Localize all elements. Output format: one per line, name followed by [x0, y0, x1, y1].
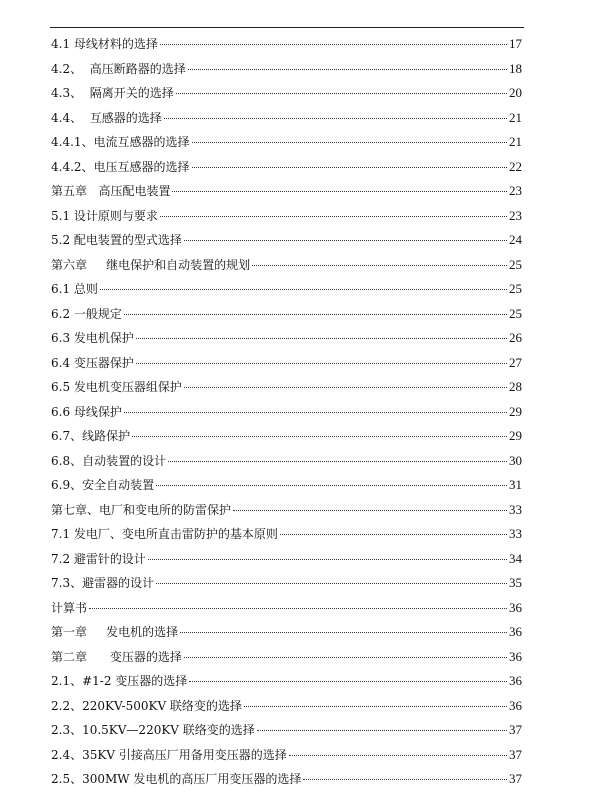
toc-entry-title: 第五章 高压配电装置	[51, 184, 171, 198]
toc-entry-page-number: 25	[509, 305, 522, 321]
toc-dot-leader	[164, 117, 507, 119]
toc-entry[interactable]	[51, 155, 522, 180]
toc-entry-page-number: 25	[509, 281, 522, 296]
toc-entry-title: 第二章 变压器的选择	[51, 649, 182, 664]
toc-entry[interactable]	[51, 81, 522, 106]
toc-dot-leader	[180, 631, 507, 633]
header-rule	[50, 27, 524, 28]
toc-entry-page-number: 29	[509, 428, 522, 443]
toc-entry-title: 6.6 母线保护	[51, 404, 122, 419]
toc-entry-title: 6.1 总则	[51, 282, 98, 296]
toc-entry[interactable]	[51, 130, 522, 155]
toc-entry[interactable]	[51, 669, 522, 694]
toc-entry-page-number: 21	[509, 134, 522, 149]
toc-entry[interactable]	[51, 204, 522, 229]
toc-entry-title: 7.3、避雷器的设计	[51, 576, 155, 590]
toc-entry-title: 6.3 发电机保护	[51, 331, 134, 345]
toc-entry-title: 5.1 设计原则与要求	[51, 208, 158, 223]
toc-dot-leader	[189, 680, 507, 682]
toc-entry[interactable]	[51, 620, 522, 645]
toc-entry[interactable]	[51, 351, 522, 376]
toc-dot-leader	[156, 582, 507, 584]
toc-entry-page-number: 37	[509, 722, 522, 737]
toc-dot-leader	[184, 386, 507, 388]
toc-entry-page-number: 27	[509, 354, 522, 370]
toc-entry-page-number: 36	[509, 624, 522, 639]
toc-dot-leader	[303, 778, 507, 780]
toc-entry-title: 7.1 发电厂、变电所直击雷防护的基本原则	[51, 527, 278, 541]
toc-entry-page-number: 34	[509, 550, 522, 566]
toc-dot-leader	[160, 43, 507, 45]
toc-dot-leader	[233, 509, 507, 511]
toc-dot-leader	[188, 68, 507, 70]
toc-dot-leader	[168, 460, 507, 462]
toc-entry-page-number: 23	[509, 207, 522, 223]
toc-entry[interactable]	[51, 498, 522, 523]
toc-entry[interactable]	[51, 718, 522, 743]
toc-dot-leader	[184, 656, 507, 658]
toc-entry[interactable]	[51, 767, 522, 792]
toc-entry-page-number: 23	[509, 183, 522, 198]
toc-dot-leader	[289, 754, 507, 756]
toc-entry-page-number: 17	[509, 36, 522, 51]
toc-entry-title: 7.2 避雷针的设计	[51, 551, 146, 566]
toc-entry[interactable]	[51, 645, 522, 670]
toc-entry[interactable]	[51, 596, 522, 621]
toc-dot-leader	[257, 729, 507, 731]
toc-entry-title: 6.7、线路保护	[51, 429, 131, 443]
toc-entry-page-number: 22	[509, 158, 522, 174]
toc-entry[interactable]	[51, 375, 522, 400]
toc-dot-leader	[100, 288, 507, 290]
toc-entry-title: 4.1 母线材料的选择	[51, 37, 158, 51]
toc-entry[interactable]	[51, 228, 522, 253]
toc-entry-title: 6.8、自动装置的设计	[51, 453, 167, 468]
toc-dot-leader	[136, 337, 507, 339]
toc-dot-leader	[184, 239, 507, 241]
toc-entry[interactable]	[51, 424, 522, 449]
toc-dot-leader	[136, 362, 507, 364]
table-of-contents	[51, 32, 522, 792]
toc-entry[interactable]	[51, 302, 522, 327]
toc-dot-leader	[192, 141, 507, 143]
toc-entry-title: 6.9、安全自动装置	[51, 478, 155, 492]
toc-entry-page-number: 36	[509, 697, 522, 713]
toc-entry-page-number: 37	[509, 771, 522, 786]
toc-entry[interactable]	[51, 694, 522, 719]
toc-entry-title: 第六章 继电保护和自动装置的规划	[51, 257, 251, 272]
toc-entry[interactable]	[51, 32, 522, 57]
toc-entry-title: 4.4.2、电压互感器的选择	[51, 159, 190, 174]
toc-entry-page-number: 24	[509, 232, 522, 247]
toc-entry-title: 2.2、220KV-500KV 联络变的选择	[51, 698, 242, 713]
toc-dot-leader	[124, 313, 507, 315]
toc-entry-title: 4.3、 隔离开关的选择	[51, 86, 174, 100]
toc-dot-leader	[124, 411, 507, 413]
toc-entry[interactable]	[51, 179, 522, 204]
toc-entry-title: 6.5 发电机变压器组保护	[51, 380, 182, 394]
toc-entry-page-number: 18	[509, 60, 522, 76]
toc-entry-page-number: 26	[509, 330, 522, 345]
toc-entry-page-number: 29	[509, 403, 522, 419]
toc-entry-page-number: 25	[509, 256, 522, 272]
toc-entry-title: 计算书	[51, 600, 88, 615]
toc-entry-page-number: 36	[509, 648, 522, 664]
toc-entry[interactable]	[51, 400, 522, 425]
toc-dot-leader	[252, 264, 507, 266]
toc-entry[interactable]	[51, 449, 522, 474]
toc-entry-title: 6.4 变压器保护	[51, 355, 134, 370]
toc-entry-title: 4.2、 高压断路器的选择	[51, 61, 186, 76]
toc-dot-leader	[89, 607, 507, 609]
toc-entry-title: 5.2 配电装置的型式选择	[51, 233, 182, 247]
toc-dot-leader	[160, 215, 507, 217]
toc-entry[interactable]	[51, 277, 522, 302]
toc-entry[interactable]	[51, 57, 522, 82]
toc-entry-title: 4.4、 互感器的选择	[51, 110, 162, 125]
toc-entry-title: 2.3、10.5KV—220KV 联络变的选择	[51, 723, 255, 737]
toc-entry-page-number: 33	[509, 526, 522, 541]
toc-entry-title: 2.4、35KV 引接高压厂用备用变压器的选择	[51, 747, 287, 762]
toc-entry-page-number: 35	[509, 575, 522, 590]
toc-entry[interactable]	[51, 571, 522, 596]
toc-entry-page-number: 36	[509, 599, 522, 615]
toc-entry-title: 2.5、300MW 发电机的高压厂用变压器的选择	[51, 772, 302, 786]
toc-dot-leader	[172, 190, 507, 192]
toc-dot-leader	[244, 705, 507, 707]
toc-entry-page-number: 37	[509, 746, 522, 762]
toc-entry[interactable]	[51, 106, 522, 131]
toc-entry-page-number: 33	[509, 501, 522, 517]
toc-dot-leader	[148, 558, 507, 560]
toc-entry-title: 第七章、电厂和变电所的防雷保护	[51, 502, 232, 517]
toc-entry[interactable]	[51, 253, 522, 278]
toc-entry-title: 2.1、#1-2 变压器的选择	[51, 674, 188, 688]
toc-entry-page-number: 30	[509, 452, 522, 468]
toc-entry[interactable]	[51, 522, 522, 547]
toc-dot-leader	[192, 166, 507, 168]
toc-entry-page-number: 21	[509, 109, 522, 125]
toc-entry-page-number: 36	[509, 673, 522, 688]
toc-entry[interactable]	[51, 326, 522, 351]
toc-entry-title: 4.4.1、电流互感器的选择	[51, 135, 190, 149]
toc-dot-leader	[280, 533, 507, 535]
toc-entry-page-number: 20	[509, 85, 522, 100]
toc-entry-title: 第一章 发电机的选择	[51, 625, 179, 639]
toc-entry-page-number: 28	[509, 379, 522, 394]
toc-dot-leader	[132, 435, 507, 437]
toc-dot-leader	[156, 484, 507, 486]
toc-entry-page-number: 31	[509, 477, 522, 492]
toc-dot-leader	[176, 92, 507, 94]
toc-entry[interactable]	[51, 547, 522, 572]
toc-entry[interactable]	[51, 473, 522, 498]
toc-entry-title: 6.2 一般规定	[51, 306, 122, 321]
toc-entry[interactable]	[51, 743, 522, 768]
